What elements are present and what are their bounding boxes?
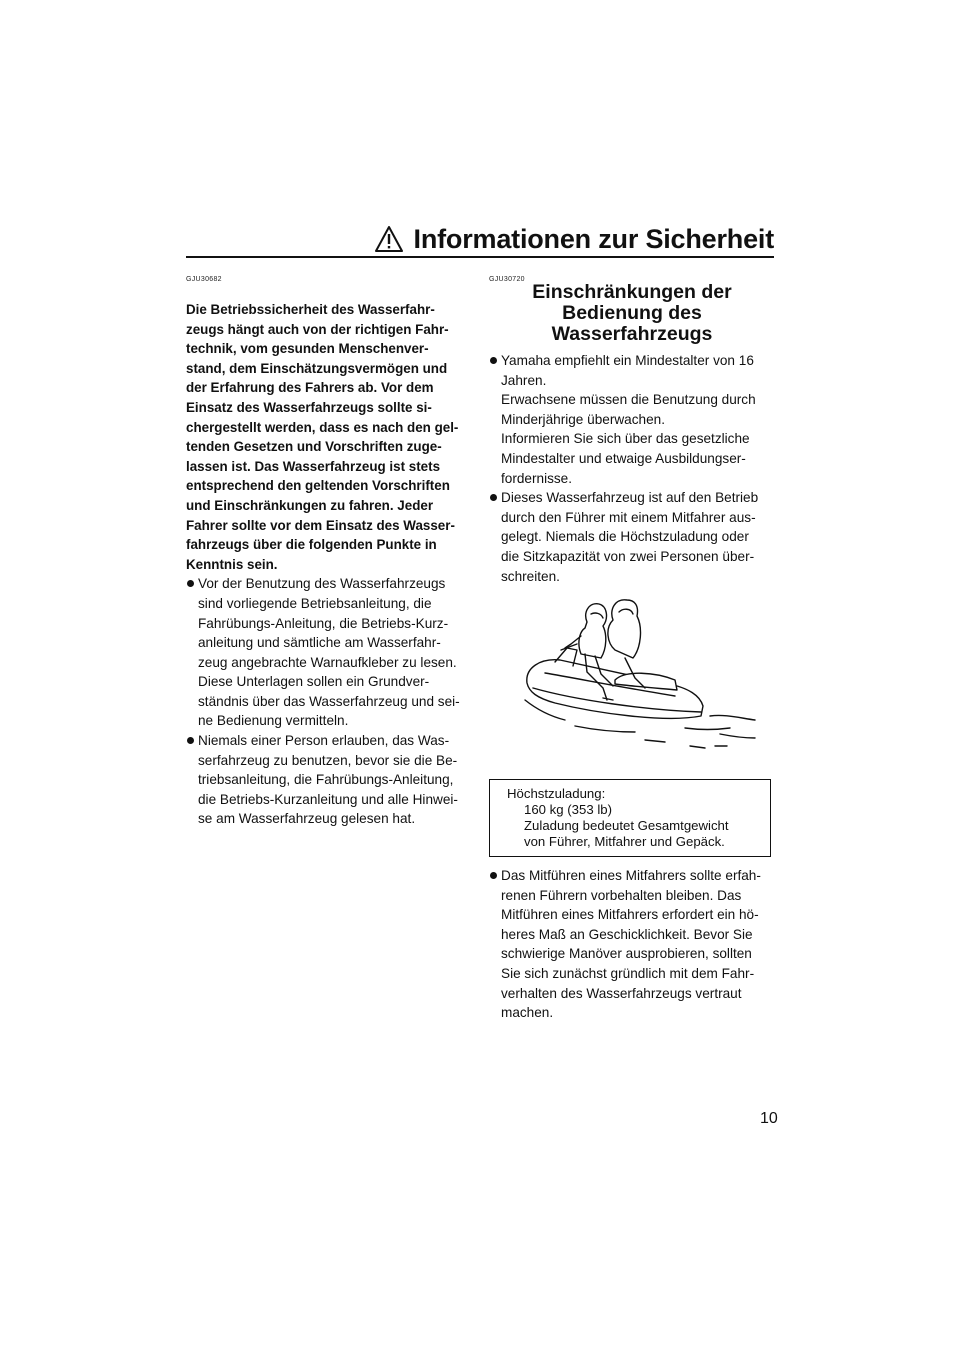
max-load-label: Höchstzuladung: bbox=[507, 786, 606, 801]
right-column bbox=[489, 282, 775, 586]
list-item: Niemals einer Person erlauben, das Was- serfahrzeug zu benutzen, bevor sie die Be- triebsanleitung, die Fahrübungs-Anleitung, die Betriebs-Kurzanleitung und alle Hinwei- se am Wasserfahrzeug gelesen hat. bbox=[186, 731, 466, 829]
max-load-note: Zuladung bedeutet Gesamtgewicht bbox=[524, 818, 729, 833]
max-load-note: von Führer, Mitfahrer und Gepäck. bbox=[524, 834, 725, 849]
page-header bbox=[186, 222, 774, 258]
page-number: 10 bbox=[760, 1110, 778, 1127]
left-bullet-list bbox=[186, 574, 466, 829]
right-bullet-list bbox=[489, 351, 775, 586]
warning-triangle-icon bbox=[374, 225, 404, 253]
list-item: Das Mitführen eines Mitfahrers sollte erfah- renen Führern vorbehalten bleiben. Das Mitführen eines Mitfahrers erfordert ein hö- heres Maß an Geschicklichkeit. Bevor Sie schwierige Manöver ausprobieren, sollten Sie sich zunächst gründlich mit dem Fahr- verhalten des Wasserfahrzeugs vertraut machen. bbox=[489, 866, 775, 1023]
max-load-info-box bbox=[489, 779, 771, 857]
section-code-left: GJU30682 bbox=[186, 276, 222, 283]
list-item: Dieses Wasserfahrzeug ist auf den Betrieb durch den Führer mit einem Mitfahrer aus- gelegt. Niemals die Höchstzuladung oder die Sitzkapazität von zwei Personen über- schreiten. bbox=[489, 488, 775, 586]
intro-paragraph: Die Betriebssicherheit des Wasserfahr- zeugs hängt auch von der richtigen Fahr- technik, vom gesunden Menschenver- stand, dem Einschätzungsvermögen und der Erfahrung des Fahrers ab. Vor dem Einsatz des Wasserfahrzeugs sollte si- chergestellt werden, dass es nach den gel- tenden Gesetzen und Vorschriften zuge- lassen ist. Das Wasserfahrzeug ist stets entsprechend den geltenden Vorschriften und Einschränkungen zu fahren. Jeder Fahrer sollte vor dem Einsatz des Wasser- fahrzeugs über die folgenden Punkte in Kenntnis sein. bbox=[186, 302, 459, 572]
section-code-right: GJU30720 bbox=[489, 276, 525, 283]
right-bullet-list-continued bbox=[489, 866, 775, 1023]
section-heading: Einschränkungen der Bedienung des Wasserfahrzeugs bbox=[532, 281, 732, 345]
watercraft-riders-illustration bbox=[515, 588, 765, 768]
left-column bbox=[186, 300, 466, 829]
page-title: Informationen zur Sicherheit bbox=[413, 223, 774, 254]
list-item: Vor der Benutzung des Wasserfahrzeugs sind vorliegende Betriebsanleitung, die Fahrübungs-Anleitung, die Betriebs-Kurz- anleitung und sämtliche am Wasserfahr- zeug angebrachte Warnaufkleber zu lesen. Diese Unterlagen sollen ein Grundver- ständnis über das Wasserfahrzeug und sei- ne Bedienung vermitteln. bbox=[186, 574, 466, 731]
list-item: Yamaha empfiehlt ein Mindestalter von 16 Jahren. Erwachsene müssen die Benutzung durch Minderjährige überwachen. Informieren Sie sich über das gesetzliche Mindestalter und etwaige Ausbildungser- fordernisse. bbox=[489, 351, 775, 488]
max-load-value: 160 kg (353 lb) bbox=[524, 802, 612, 817]
